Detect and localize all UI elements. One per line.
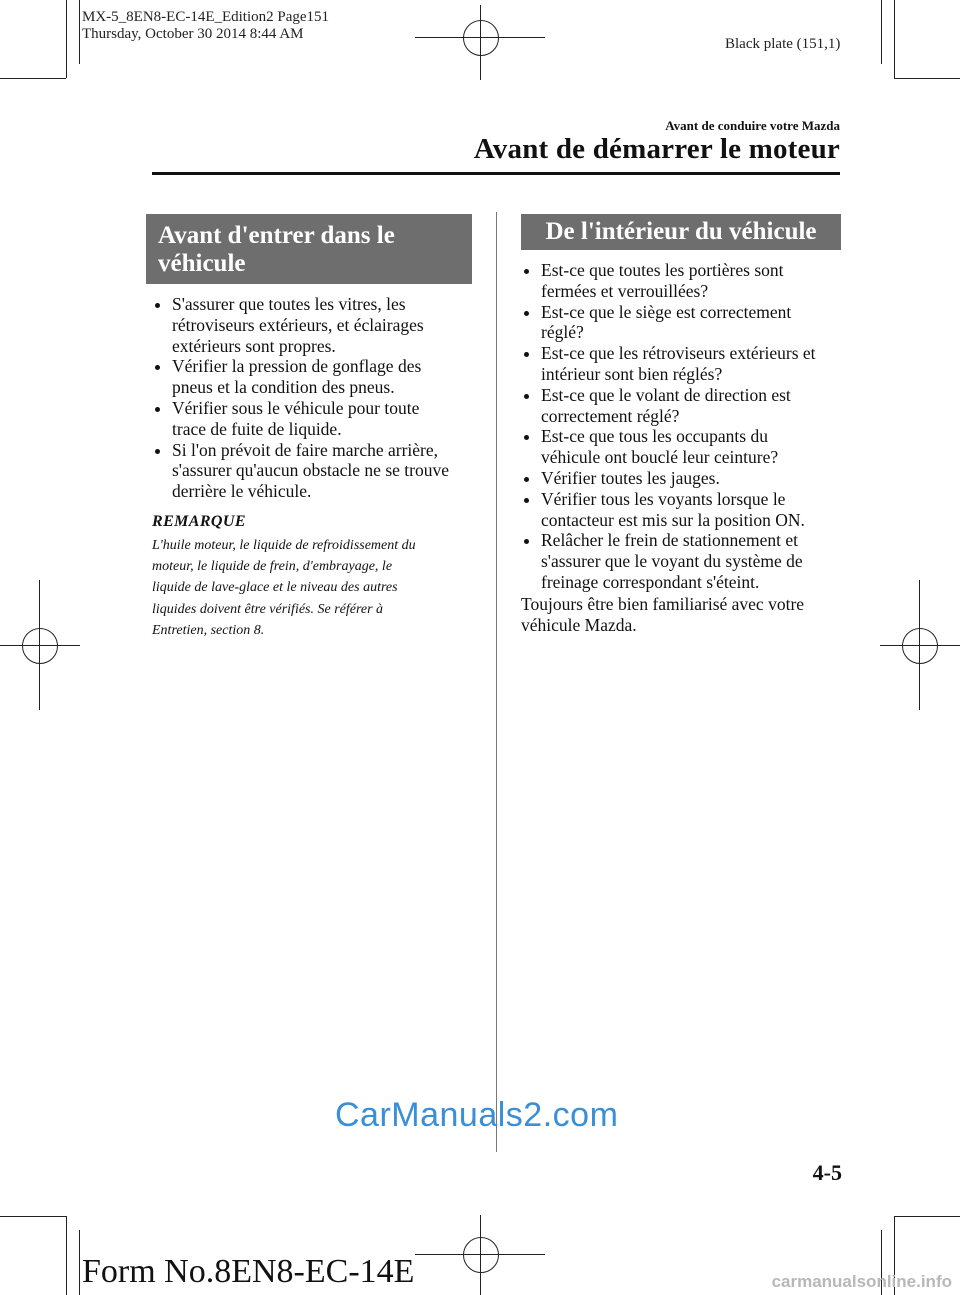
- registration-mark-left: [0, 580, 80, 710]
- list-item: Si l'on prévoit de faire marche arrière, s'assurer qu'aucun obstacle ne se trouve derrière le véhicule.: [152, 440, 482, 502]
- list-item: Relâcher le frein de stationnement et s'assurer que le voyant du système de freinage correspondant s'éteint.: [521, 530, 851, 592]
- left-section-heading: [146, 214, 472, 284]
- crop-mark: [894, 78, 960, 79]
- bullet-icon: [524, 539, 529, 544]
- list-item: Vérifier toutes les jauges.: [521, 468, 851, 489]
- crop-mark: [0, 1216, 66, 1217]
- list-item: Est-ce que le volant de direction est correctement réglé?: [521, 385, 851, 427]
- note-heading: REMARQUE: [152, 513, 246, 530]
- list-item: Vérifier sous le véhicule pour toute trace de fuite de liquide.: [152, 398, 482, 440]
- bullet-icon: [524, 394, 529, 399]
- crop-mark: [894, 0, 895, 78]
- bullet-icon: [155, 407, 160, 412]
- closing-paragraph: Toujours être bien familiarisé avec votre véhicule Mazda.: [521, 594, 805, 635]
- bullet-icon: [524, 435, 529, 440]
- bullet-icon: [524, 269, 529, 274]
- list-item: Vérifier la pression de gonflage des pneus et la condition des pneus.: [152, 356, 482, 398]
- bullet-icon: [524, 352, 529, 357]
- crop-mark: [66, 1216, 67, 1295]
- registration-mark-bottom: [415, 1215, 545, 1295]
- right-checklist: [521, 260, 851, 593]
- left-heading-line2: véhicule: [158, 250, 246, 277]
- list-item: S'assurer que toutes les vitres, les rétroviseurs extérieurs, et éclairages extérieurs sont propres.: [152, 294, 482, 356]
- bullet-icon: [524, 311, 529, 316]
- left-heading-line1: Avant d'entrer dans le: [158, 222, 395, 249]
- crop-mark: [0, 78, 66, 79]
- registration-mark-right: [880, 580, 960, 710]
- list-item: Est-ce que le siège est correctement réglé?: [521, 302, 851, 344]
- chapter-title: Avant de conduire votre Mazda: [665, 118, 840, 133]
- page-number: 4-5: [812, 1160, 842, 1185]
- print-meta-line1: MX-5_8EN8-EC-14E_Edition2 Page151: [82, 9, 330, 25]
- bullet-icon: [524, 498, 529, 503]
- form-number: Form No.8EN8-EC-14E: [82, 1253, 415, 1290]
- site-watermark: carmanualsonline.info: [771, 1272, 952, 1291]
- print-meta: [82, 9, 329, 43]
- watermark-logo: CarManuals2.com: [335, 1096, 619, 1134]
- registration-mark-top: [415, 0, 545, 80]
- plate-label: Black plate (151,1): [725, 36, 841, 52]
- bullet-icon: [155, 449, 160, 454]
- header-rule: [152, 172, 840, 175]
- crop-mark: [66, 0, 67, 78]
- list-item: Est-ce que les rétroviseurs extérieurs et intérieur sont bien réglés?: [521, 343, 851, 385]
- crop-mark: [79, 0, 80, 64]
- note-body: L'huile moteur, le liquide de refroidissement du moteur, le liquide de frein, d'embrayage, le liquide de lave-glace et le niveau des autres liquides doivent être vérifiés. Se référer à Entretien, section 8.: [152, 538, 416, 638]
- right-heading-text: De l'intérieur du véhicule: [545, 218, 817, 245]
- crop-mark: [79, 1230, 80, 1295]
- bullet-icon: [155, 303, 160, 308]
- left-checklist: [152, 294, 482, 502]
- column-divider: [496, 212, 497, 1152]
- crop-mark: [894, 1216, 960, 1217]
- print-meta-line2: Thursday, October 30 2014 8:44 AM: [82, 26, 304, 42]
- bullet-icon: [155, 365, 160, 370]
- bullet-icon: [524, 477, 529, 482]
- list-item: Vérifier tous les voyants lorsque le contacteur est mis sur la position ON.: [521, 489, 851, 531]
- right-section-heading: [521, 214, 841, 250]
- crop-mark: [881, 0, 882, 64]
- list-item: Est-ce que toutes les portières sont fermées et verrouillées?: [521, 260, 851, 302]
- list-item: Est-ce que tous les occupants du véhicule ont bouclé leur ceinture?: [521, 426, 851, 468]
- section-title: Avant de démarrer le moteur: [473, 133, 840, 165]
